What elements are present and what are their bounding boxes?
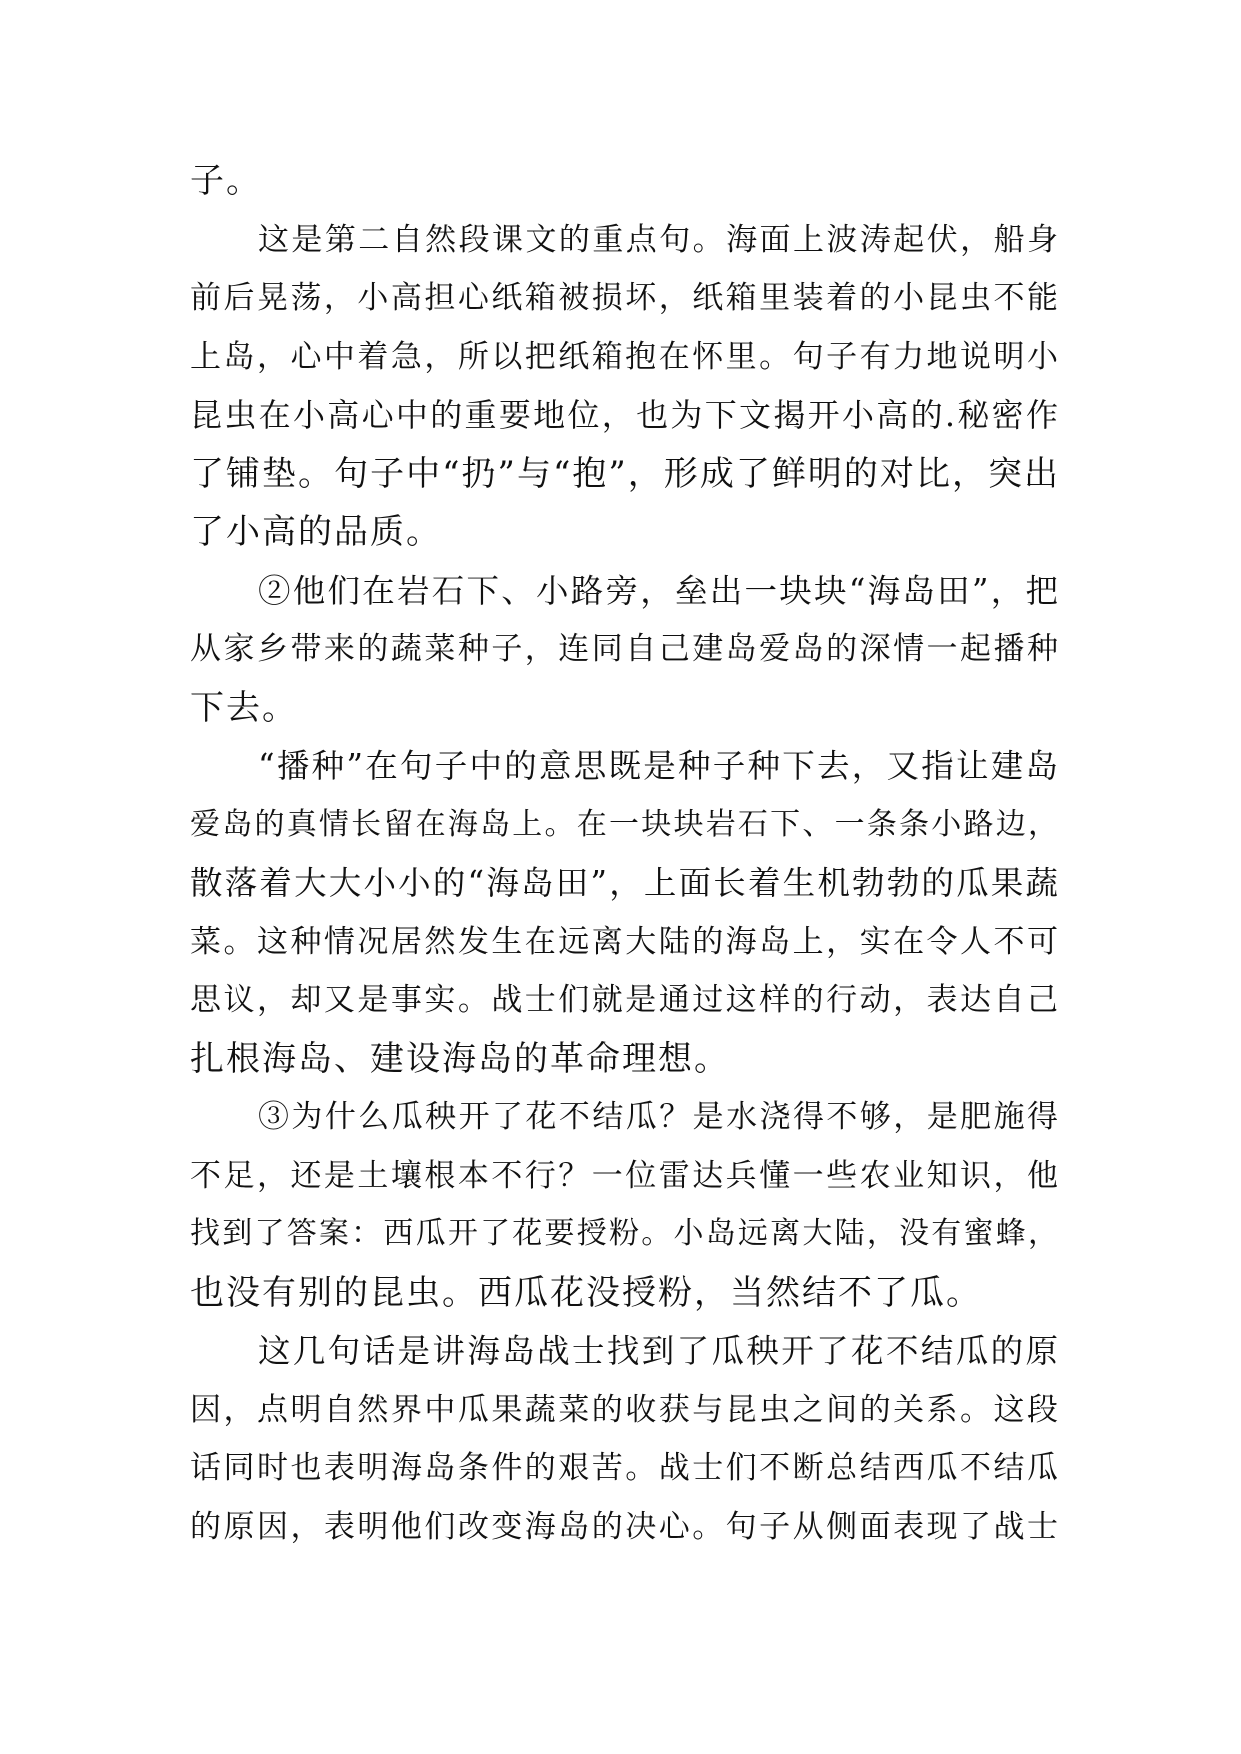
text-line: ②他们在岩石下、小路旁，垒出一块块“海岛田”，把 (258, 571, 1060, 610)
text-line: ③为什么瓜秧开了花不结瓜？是水浇得不够，是肥施得 (258, 1099, 1060, 1135)
text-line: 这是第二自然段课文的重点句。海面上波涛起伏，船身 (258, 221, 1060, 258)
text-line: 了小高的品质。 (190, 512, 442, 552)
text-line: 找到了答案：西瓜开了花要授粉。小岛远离大陆，没有蜜蜂， (190, 1216, 1060, 1251)
text-line: 爱岛的真情长留在海岛上。在一块块岩石下、一条条小路边， (190, 806, 1060, 842)
text-line: 前后晃荡，小高担心纸箱被损坏，纸箱里装着的小昆虫不能 (190, 280, 1060, 316)
text-line: 散落着大大小小的“海岛田”，上面长着生机勃勃的瓜果蔬 (190, 864, 1060, 902)
text-line: 也没有别的昆虫。西瓜花没授粉，当然结不了瓜。 (190, 1272, 982, 1313)
text-line: 不足，还是土壤根本不行？一位雷达兵懂一些农业知识，他 (190, 1157, 1060, 1194)
body-text (190, 152, 1060, 1556)
text-line: 这几句话是讲海岛战士找到了瓜秧开了花不结瓜的原 (258, 1332, 1060, 1370)
text-line: 的原因，表明他们改变海岛的决心。句子从侧面表现了战士 (190, 1508, 1060, 1545)
text-line: 了铺垫。句子中“扔”与“抱”，形成了鲜明的对比，突出 (190, 453, 1060, 494)
text-line: 下去。 (190, 687, 298, 728)
text-line: 思议，却又是事实。战士们就是通过这样的行动，表达自己 (190, 982, 1060, 1018)
text-line: 菜。这种情况居然发生在远离大陆的海岛上，实在令人不可 (190, 923, 1060, 960)
text-line: 因，点明自然界中瓜果蔬菜的收获与昆虫之间的关系。这段 (190, 1391, 1060, 1428)
text-line: 子。 (190, 161, 262, 201)
text-line: 上岛，心中着急，所以把纸箱抱在怀里。句子有力地说明小 (190, 338, 1060, 375)
text-line: 扎根海岛、建设海岛的革命理想。 (190, 1038, 730, 1079)
text-line: “播种”在句子中的意思既是种子种下去，又指让建岛 (258, 747, 1060, 785)
text-line: 从家乡带来的蔬菜种子，连同自己建岛爱岛的深情一起播种 (190, 631, 1060, 667)
text-line: 昆虫在小高心中的重要地位，也为下文揭开小高的.秘密作 (190, 396, 1060, 434)
text-line: 话同时也表明海岛条件的艰苦。战士们不断总结西瓜不结瓜 (190, 1450, 1060, 1486)
